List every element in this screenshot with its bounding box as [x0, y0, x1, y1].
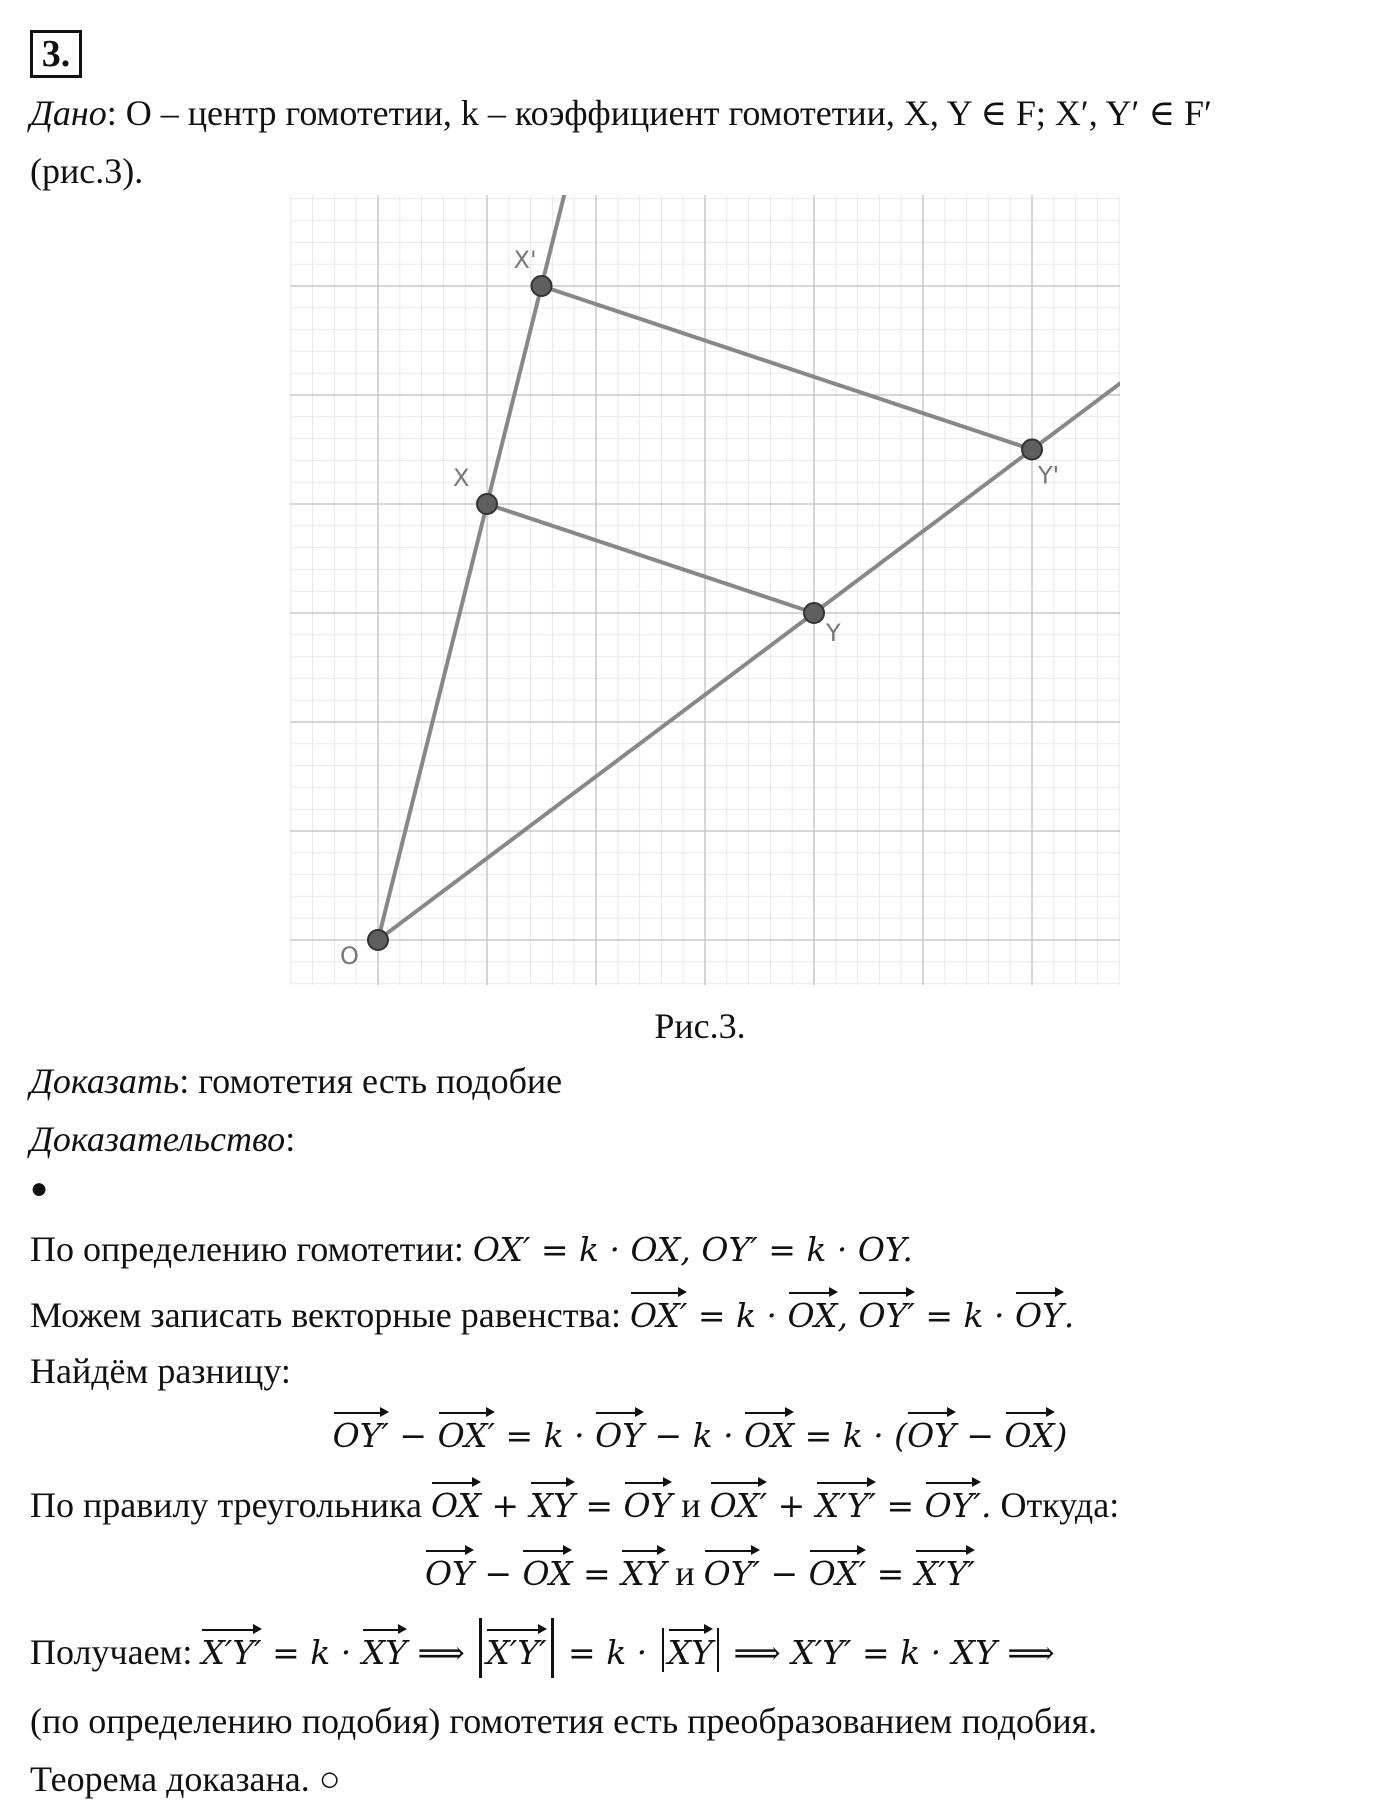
proof-line-4: OY′ − OX′ = k · OY − k · OX = k · (OY − OX) — [0, 1410, 1400, 1456]
proof-line-3: Найдём разницу: — [30, 1351, 291, 1391]
label-Y-prime: Y' — [1038, 461, 1060, 490]
label-Y: Y — [826, 619, 841, 647]
proof-line-6-and: и — [666, 1553, 704, 1593]
point-X-prime — [532, 276, 552, 296]
proof-line-1-text: По определению гомотетии: — [30, 1229, 473, 1269]
proof-line-7: Получаем: X′Y′ = k · XY ⟹ X′Y′ = k · XY ⟹ X′Y′ = k · XY ⟹ — [30, 1618, 1055, 1678]
proof-line-5-text: По правилу треугольника — [30, 1485, 431, 1525]
homothety-figure — [290, 195, 1120, 995]
prove-line — [30, 1060, 562, 1102]
point-X — [477, 494, 497, 514]
point-O — [368, 930, 388, 950]
proof-line-9: Теорема доказана. ○ — [30, 1759, 341, 1799]
label-X-prime: X' — [513, 246, 537, 274]
proof-line-2-text: Можем записать векторные равенства: — [30, 1295, 630, 1335]
proof-line-1-math: OX′ = k · OX, OY′ = k · OY. — [472, 1230, 913, 1269]
proof-heading — [30, 1118, 295, 1160]
proof-line-2 — [30, 1290, 1074, 1336]
proof-line-6: OY − OX = XY и OY′ − OX′ = X′Y′ — [0, 1548, 1400, 1594]
given-ref: (рис.3). — [30, 151, 144, 191]
ray-OX — [378, 195, 564, 940]
given-text: : O – центр гомотетии, k – коэффициент гомотетии, X, Y ∈ F; X′, Y′ ∈ F′ — [106, 93, 1212, 133]
prove-label: Доказать — [30, 1061, 180, 1101]
label-O: O — [340, 942, 359, 970]
label-X: X — [453, 464, 470, 492]
proof-line-7-text: Получаем: — [30, 1632, 202, 1672]
point-Y-prime — [1022, 440, 1042, 460]
point-Y — [804, 603, 824, 623]
given-line — [30, 92, 1212, 134]
figure-labels — [340, 246, 1059, 970]
segment-XpYp — [542, 286, 1033, 450]
proof-line-5-and: и — [672, 1485, 710, 1525]
proof-colon: : — [285, 1119, 296, 1159]
proof-line-1 — [30, 1228, 913, 1270]
proof-line-8: (по определению подобия) гомотетия есть преобразованием подобия. — [30, 1701, 1098, 1741]
proof-line-2-math: OX′ = k · OX, OY′ = k · OY. — [630, 1296, 1074, 1335]
proof-line-5-end: Откуда: — [991, 1485, 1120, 1525]
problem-number: 3. — [30, 30, 82, 78]
given-label: Дано — [30, 93, 107, 133]
figure-caption: Рис.3. — [654, 1006, 746, 1046]
prove-text: : гомотетия есть подобие — [179, 1061, 563, 1101]
segment-XY — [487, 504, 814, 613]
proof-label: Доказательство — [30, 1119, 286, 1159]
proof-bullet: ● — [30, 1172, 49, 1205]
grid — [290, 195, 1120, 985]
proof-line-5: По правилу треугольника OX + XY = OY и OX′ + X′Y′ = OY′. Откуда: — [30, 1480, 1119, 1526]
